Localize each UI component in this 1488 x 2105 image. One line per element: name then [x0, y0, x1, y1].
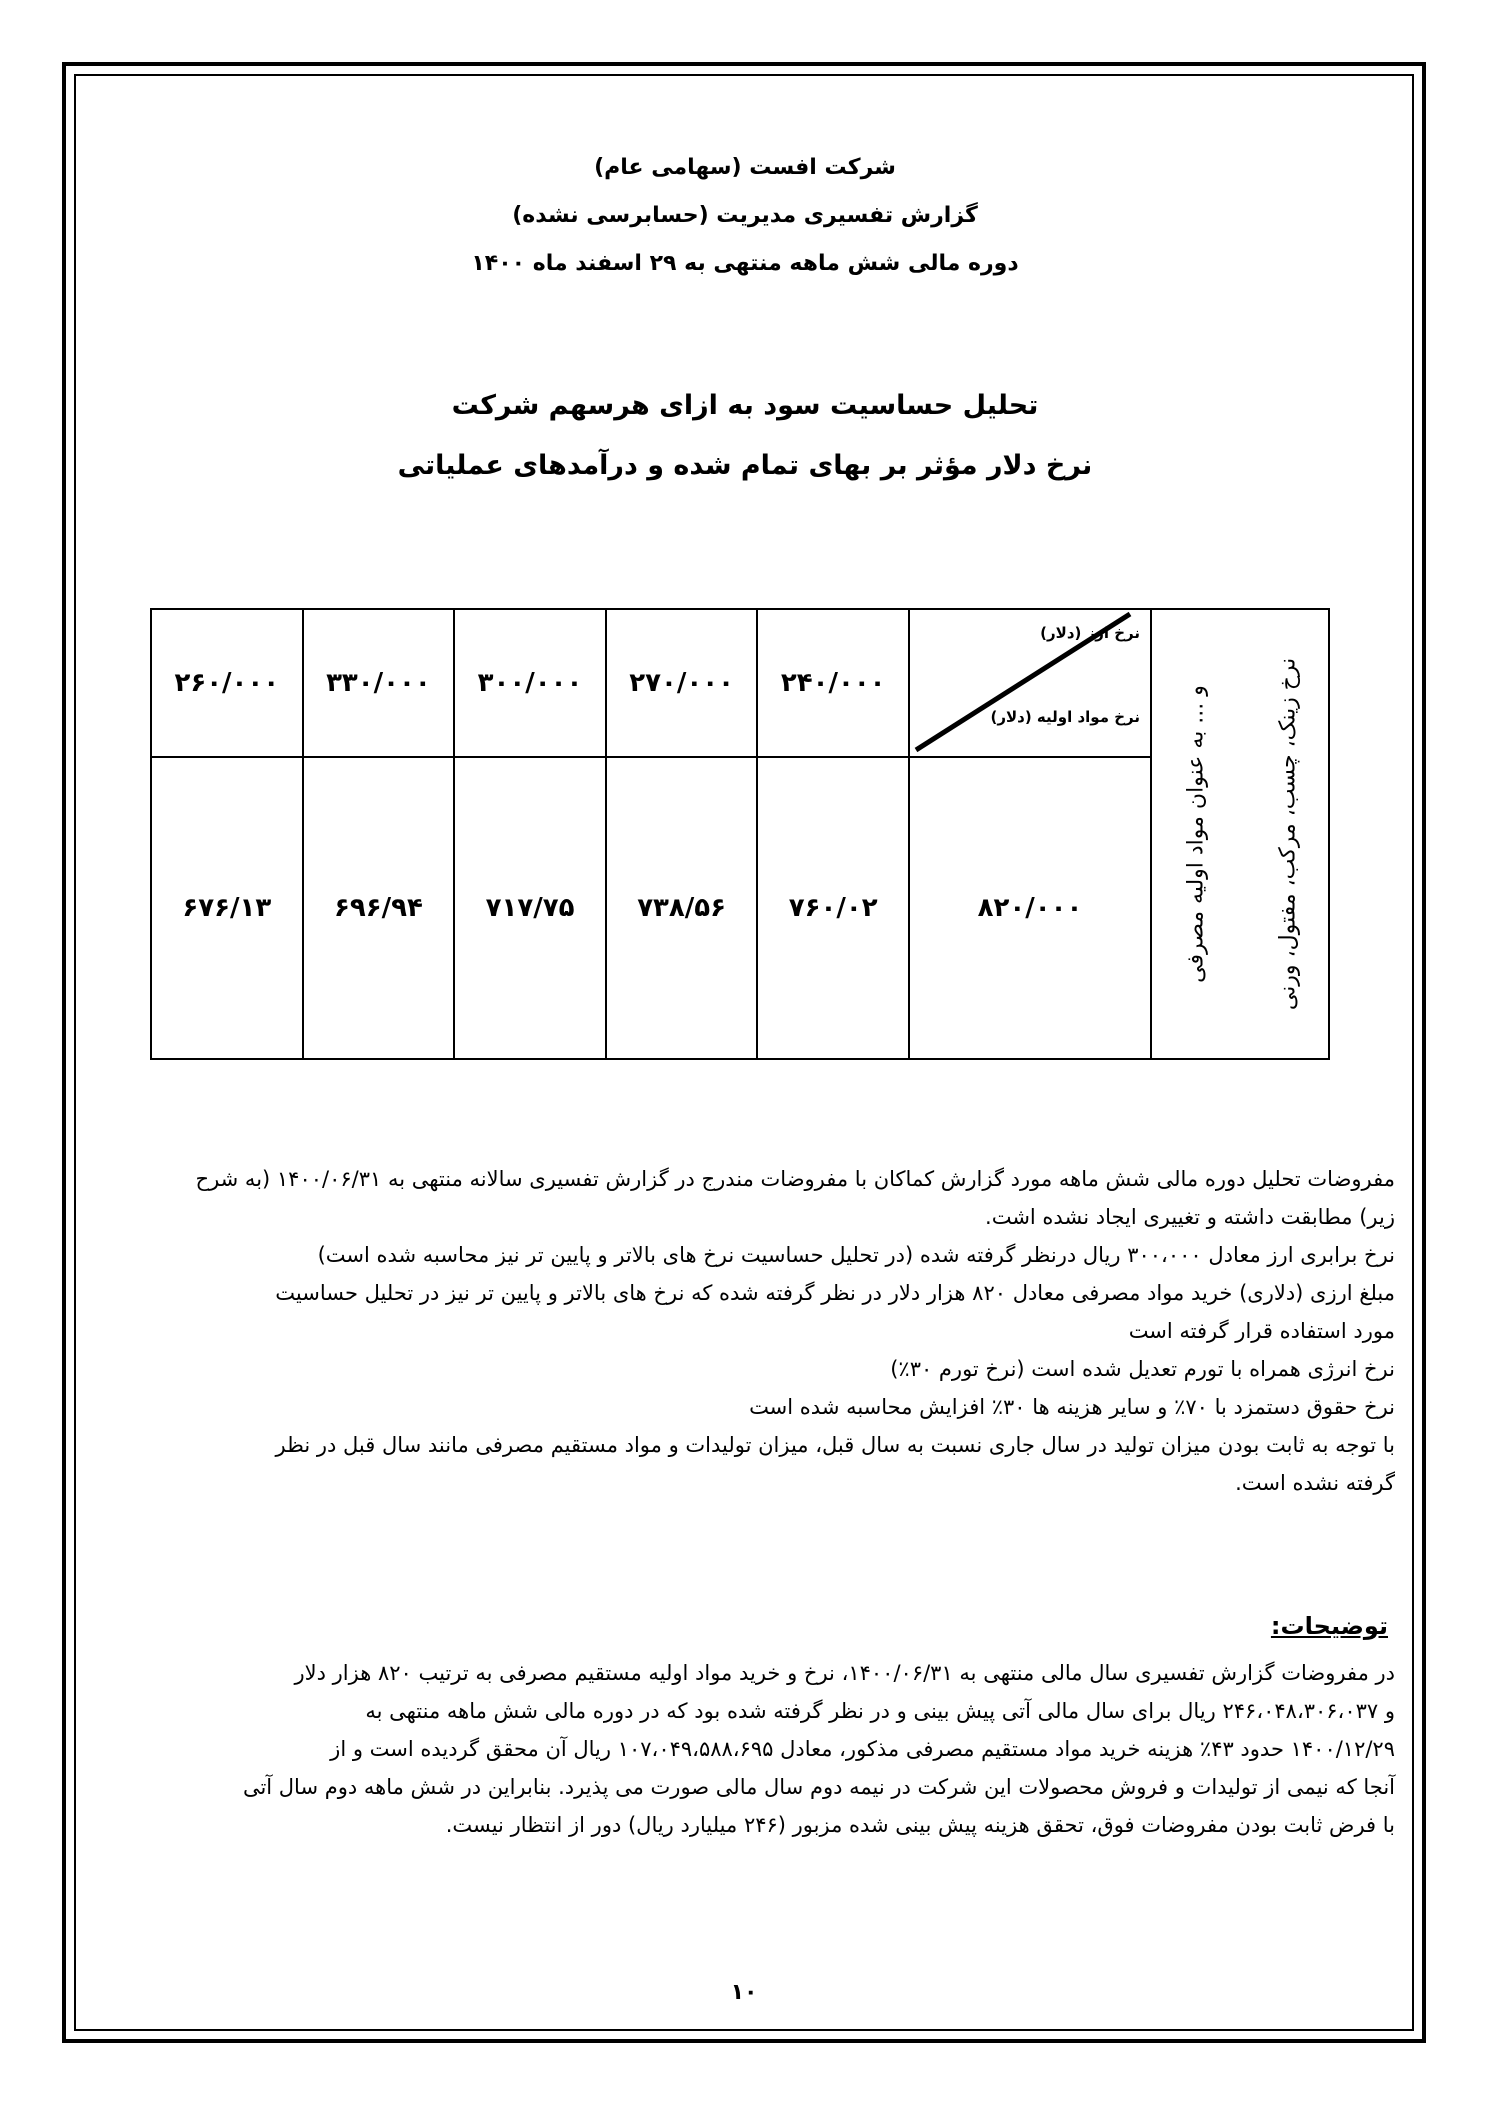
section-title-line2: نرخ دلار مؤثر بر بهای تمام شده و درآمدهای عملیاتی: [397, 450, 1093, 481]
assumption-line: نرخ برابری ارز معادل ۳۰۰،۰۰۰ ریال درنظر گرفته شده (در تحلیل حساسیت نرخ های بالاتر و پایین تر نیز محاسبه شده است): [317, 1243, 1395, 1267]
diag-top-label: نرخ ارز (دلار): [1040, 624, 1140, 642]
note-line: در مفروضات گزارش تفسیری سال مالی منتهی به ۱۴۰۰/۰۶/۳۱، نرخ و خرید مواد اولیه مستقیم مصرفی به ترتیب ۸۲۰ هزار دلار: [294, 1661, 1395, 1685]
assumptions-block: [100, 1160, 1395, 1502]
table-row: [151, 609, 1329, 757]
note-line: و ۲۴۶،۰۴۸،۳۰۶،۰۳۷ ریال برای سال مالی آتی پیش بینی و در نظر گرفته شده بود که در دوره مالی شش ماهه منتهی به: [365, 1699, 1395, 1723]
diagonal-header-cell: [909, 609, 1151, 757]
eps-cell: ۷۶۰/۰۲: [757, 757, 909, 1059]
page-number: ۱۰: [730, 1980, 758, 2005]
assumption-line: با توجه به ثابت بودن میزان تولید در سال جاری نسبت به سال قبل، میزان تولیدات و مواد مستقیم مصرفی مانند سال قبل در نظر: [275, 1433, 1395, 1457]
assumption-line: نرخ حقوق دستمزد با ۷۰٪ و سایر هزینه ها ۳۰٪ افزایش محاسبه شده است: [749, 1395, 1395, 1419]
row-label-cell: [1151, 609, 1329, 1059]
assumption-line: گرفته نشده است.: [1235, 1471, 1395, 1495]
note-line: آنجا که نیمی از تولیدات و فروش محصولات این شرکت در نیمه دوم سال مالی صورت می پذیرد. بنابراین در شش ماهه دوم سال آتی: [242, 1775, 1395, 1799]
material-rate-cell: ۸۲۰/۰۰۰: [909, 757, 1151, 1059]
rate-cell: ۲۶۰/۰۰۰: [151, 609, 303, 757]
row-label-line2: و ... به عنوان مواد اولیه مصرفی: [1183, 685, 1209, 983]
report-period: دوره مالی شش ماهه منتهی به ۲۹ اسفند ماه ۱۴۰۰: [471, 251, 1019, 276]
rate-cell: ۳۰۰/۰۰۰: [454, 609, 606, 757]
rate-cell: ۲۷۰/۰۰۰: [606, 609, 758, 757]
notes-block: [100, 1654, 1395, 1844]
diag-bottom-label: نرخ مواد اولیه (دلار): [990, 708, 1140, 726]
eps-cell: ۶۹۶/۹۴: [303, 757, 455, 1059]
sensitivity-table: [150, 608, 1330, 1060]
assumption-line: نرخ انرژی همراه با تورم تعدیل شده است (نرخ تورم ۳۰٪): [890, 1357, 1395, 1381]
row-label-line1: نرخ زینک، چسب، مرکب، مفتول، ورنی: [1275, 657, 1301, 1011]
section-title-line1: تحلیل حساسیت سود به ازای هرسهم شرکت: [451, 390, 1039, 421]
report-title: گزارش تفسیری مدیریت (حسابرسی نشده): [512, 203, 978, 228]
note-line: ۱۴۰۰/۱۲/۲۹ حدود ۴۳٪ هزینه خرید مواد مستقیم مصرفی مذکور، معادل ۱۰۷،۰۴۹،۵۸۸،۶۹۵ ریال آن محقق گردیده است و از: [330, 1737, 1395, 1761]
assumption-line: زیر) مطابقت داشته و تغییری ایجاد نشده اشت.: [985, 1205, 1395, 1229]
eps-cell: ۷۱۷/۷۵: [454, 757, 606, 1059]
notes-heading: توضیحات:: [1270, 1612, 1388, 1640]
assumption-line: مفروضات تحلیل دوره مالی شش ماهه مورد گزارش کماکان با مفروضات مندرج در گزارش تفسیری سالانه منتهی به ۱۴۰۰/۰۶/۳۱ (به شرح: [195, 1167, 1395, 1191]
assumption-line: مورد استفاده قرار گرفته است: [1128, 1319, 1395, 1343]
eps-cell: ۷۳۸/۵۶: [606, 757, 758, 1059]
rate-cell: ۲۴۰/۰۰۰: [757, 609, 909, 757]
rate-cell: ۳۳۰/۰۰۰: [303, 609, 455, 757]
assumption-line: مبلغ ارزی (دلاری) خرید مواد مصرفی معادل ۸۲۰ هزار دلار در نظر گرفته شده که نرخ های بالاتر و پایین تر نیز در تحلیل حساسیت: [275, 1281, 1395, 1305]
eps-cell: ۶۷۶/۱۳: [151, 757, 303, 1059]
company-name: شرکت افست (سهامی عام): [594, 155, 896, 180]
note-line: با فرض ثابت بودن مفروضات فوق، تحقق هزینه پیش بینی شده مزبور (۲۴۶ میلیارد ریال) دور از انتظار نیست.: [445, 1813, 1395, 1837]
